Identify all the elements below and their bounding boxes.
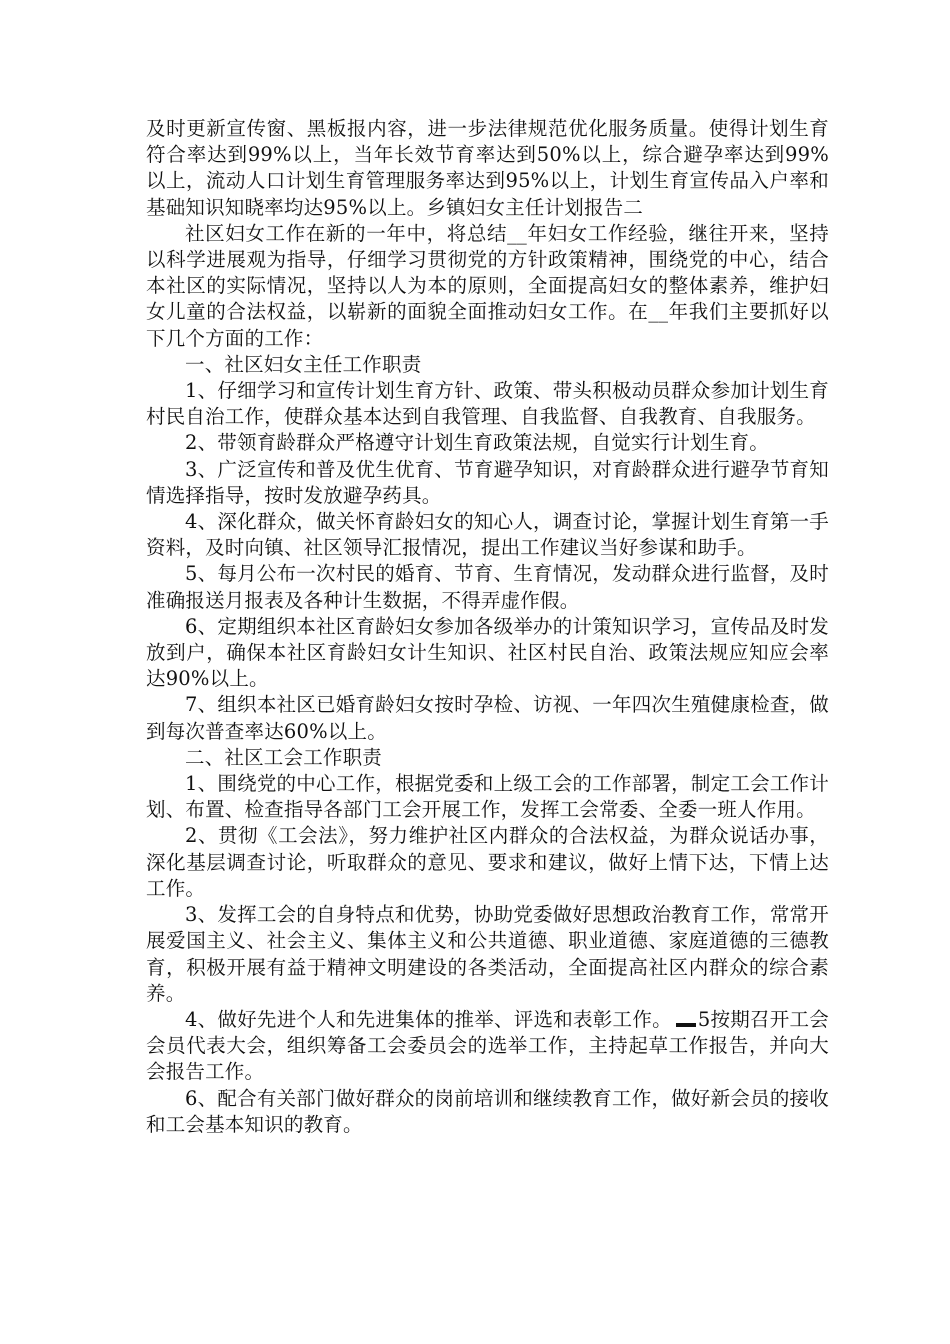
list-item-text: 5按期召开工会会员代表大会，组织筹备工会委员会的选举工作，主持起草工作报告，并向大会报告工作。 — [146, 1007, 829, 1084]
list-item: 5、每月公布一次村民的婚育、节育、生育情况，发动群众进行监督，及时准确报送月报表及各种计生数据，不得弄虚作假。 — [146, 562, 829, 612]
list-item: 3、发挥工会的自身特点和优势，协助党委做好思想政治教育工作，常常开展爱国主义、社会主义、集体主义和公共道德、职业道德、家庭道德的三德教育，积极开展有益于精神文明建设的各类活动，全面提高社区内群众的综合素养。 — [146, 903, 829, 1005]
dash-mark — [676, 1023, 696, 1027]
list-item: 2、带领育龄群众严格遵守计划生育政策法规，自觉实行计划生育。 — [185, 431, 769, 455]
paragraph: 社区妇女工作在新的一年中，将总结__年妇女工作经验，继往开来，坚持以科学进展观为指导，仔细学习贯彻党的方针政策精神，围绕党的中心，结合本社区的实际情况，坚持以人为本的原则，全面提高妇女的整体素养，维护妇女儿童的合法权益，以崭新的面貌全面推动妇女工作。在__年我们主要抓好以下几个方面的工作： — [146, 221, 829, 350]
list-item — [146, 1007, 829, 1086]
list-item: 2、贯彻《工会法》，努力维护社区内群众的合法权益，为群众说话办事，深化基层调查讨论，听取群众的意见、要求和建议，做好上情下达，下情上达工作。 — [146, 824, 829, 900]
list-item: 7、组织本社区已婚育龄妇女按时孕检、访视、一年四次生殖健康检查，做到每次普查率达60%以上。 — [146, 693, 829, 743]
list-item: 6、配合有关部门做好群众的岗前培训和继续教育工作，做好新会员的接收和工会基本知识的教育。 — [146, 1086, 829, 1136]
list-item: 4、深化群众，做关怀育龄妇女的知心人，调查讨论，掌握计划生育第一手资料，及时向镇、社区领导汇报情况，提出工作建议当好参谋和助手。 — [146, 510, 829, 560]
list-item: 3、广泛宣传和普及优生优育、节育避孕知识，对育龄群众进行避孕节育知情选择指导，按时发放避孕药具。 — [146, 457, 829, 507]
list-item: 1、围绕党的中心工作，根据党委和上级工会的工作部署，制定工会工作计划、布置、检查指导各部门工会开展工作，发挥工会常委、全委一班人作用。 — [146, 772, 829, 822]
list-item: 6、定期组织本社区育龄妇女参加各级举办的计策知识学习，宣传品及时发放到户，确保本社区育龄妇女计生知识、社区村民自治、政策法规应知应会率达90%以上。 — [146, 614, 829, 691]
list-item-text: 4、做好先进个人和先进集体的推举、评选和表彰工作。 — [185, 1007, 672, 1031]
paragraph: 及时更新宣传窗、黑板报内容，进一步法律规范优化服务质量。使得计划生育符合率达到99%以上，当年长效节育率达到50%以上，综合避孕率达到99%以上，流动人口计划生育管理服务率达到95%以上，计划生育宣传品入户率和基础知识知晓率均达95%以上。乡镇妇女主任计划报告二 — [146, 117, 829, 219]
section-heading: 一、社区妇女主任工作职责 — [185, 352, 422, 376]
document-body — [146, 116, 829, 1138]
section-heading: 二、社区工会工作职责 — [185, 745, 383, 769]
list-item: 1、仔细学习和宣传计划生育方针、政策、带头积极动员群众参加计划生育村民自治工作，使群众基本达到自我管理、自我监督、自我教育、自我服务。 — [146, 379, 829, 429]
